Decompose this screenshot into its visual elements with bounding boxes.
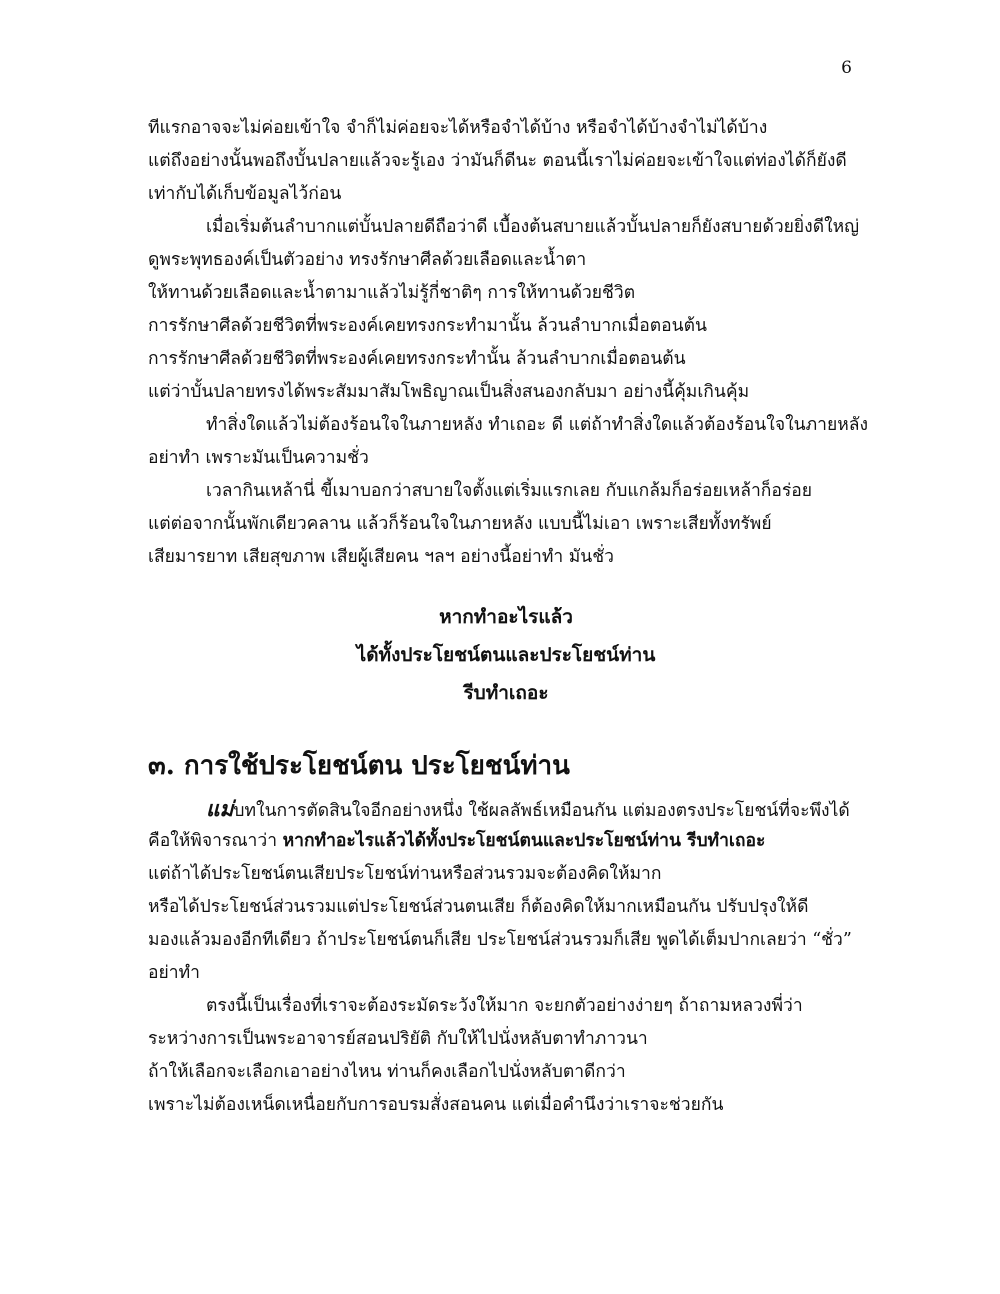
text-line: การรักษาศีลด้วยชีวิตที่พระองค์เคยทรงกระทำนั้น ล้วนลำบากเมื่อตอนต้น bbox=[148, 349, 686, 369]
text-line: อย่าทำ bbox=[148, 963, 200, 983]
paragraph-2 bbox=[148, 211, 864, 409]
paragraph-4 bbox=[148, 475, 864, 574]
paragraph-3 bbox=[148, 409, 869, 475]
dropcap: แม่ bbox=[206, 796, 234, 821]
section-heading: ๓. การใช้ประโยชน์ตน ประโยชน์ท่าน bbox=[148, 751, 570, 781]
text-line: ทีแรกอาจจะไม่ค่อยเข้าใจ จำก็ไม่ค่อยจะได้หรือจำได้บ้าง หรือจำได้บ้างจำไม่ได้บ้าง bbox=[148, 118, 768, 138]
page-number: 6 bbox=[841, 58, 852, 78]
text-line: เพราะไม่ต้องเหน็ดเหนื่อยกับการอบรมสั่งสอนคน แต่เมื่อคำนึงว่าเราจะช่วยกัน bbox=[148, 1095, 724, 1115]
text-line: การรักษาศีลด้วยชีวิตที่พระองค์เคยทรงกระทำมานั้น ล้วนลำบากเมื่อตอนต้น bbox=[148, 316, 707, 336]
text-line: อย่าทำ เพราะมันเป็นความชั่ว bbox=[148, 448, 369, 468]
quote-line: รีบทำเถอะ bbox=[463, 682, 549, 704]
text-line bbox=[148, 792, 864, 825]
text-line: แต่ถ้าได้ประโยชน์ตนเสียประโยชน์ท่านหรือส่วนรวมจะต้องคิดให้มาก bbox=[148, 864, 662, 884]
text-run: คือให้พิจารณาว่า bbox=[148, 831, 283, 851]
text-line: เมื่อเริ่มต้นลำบากแต่บั้นปลายดีถือว่าดี เบื้องต้นสบายแล้วบั้นปลายก็ยังสบายด้วยยิ่งดีใหญ่ bbox=[206, 217, 860, 237]
text-line: เสียมารยาท เสียสุขภาพ เสียผู้เสียคน ฯลฯ อย่างนี้อย่าทำ มันชั่ว bbox=[148, 547, 614, 567]
text-line: แต่ต่อจากนั้นพักเดียวคลาน แล้วก็ร้อนใจในภายหลัง แบบนี้ไม่เอา เพราะเสียทั้งทรัพย์ bbox=[148, 514, 772, 534]
text-line: เวลากินเหล้านี่ ขี้เมาบอกว่าสบายใจตั้งแต่เริ่มแรกเลย กับแกล้มก็อร่อยเหล้าก็อร่อย bbox=[206, 481, 813, 501]
text-line: มองแล้วมองอีกทีเดียว ถ้าประโยชน์ตนก็เสีย ประโยชน์ส่วนรวมก็เสีย พูดได้เต็มปากเลยว่า “ชั่ว” bbox=[148, 930, 852, 950]
centered-quote bbox=[148, 598, 864, 712]
text-line: หรือได้ประโยชน์ส่วนรวมแต่ประโยชน์ส่วนตนเสีย ก็ต้องคิดให้มากเหมือนกัน ปรับปรุงให้ดี bbox=[148, 897, 809, 917]
text-line: ถ้าให้เลือกจะเลือกเอาอย่างไหน ท่านก็คงเลือกไปนั่งหลับตาดีกว่า bbox=[148, 1062, 626, 1082]
text-line: เท่ากับได้เก็บข้อมูลไว้ก่อน bbox=[148, 184, 342, 204]
text-run: บทในการตัดสินใจอีกอย่างหนึ่ง ใช้ผลลัพธ์เหมือนกัน แต่มองตรงประโยชน์ที่จะพึงได้ bbox=[233, 801, 850, 821]
text-line: ตรงนี้เป็นเรื่องที่เราจะต้องระมัดระวังให้มาก จะยกตัวอย่างง่ายๆ ถ้าถามหลวงพี่ว่า bbox=[206, 996, 803, 1016]
bold-text-run: หากทำอะไรแล้วได้ทั้งประโยชน์ตนและประโยชน์ท่าน รีบทำเถอะ bbox=[282, 831, 766, 851]
text-line: ดูพระพุทธองค์เป็นตัวอย่าง ทรงรักษาศีลด้วยเลือดและน้ำตา bbox=[148, 250, 587, 270]
paragraph-5 bbox=[148, 792, 864, 990]
quote-line: ได้ทั้งประโยชน์ตนและประโยชน์ท่าน bbox=[356, 644, 656, 666]
paragraph-6 bbox=[148, 990, 864, 1122]
text-line: ทำสิ่งใดแล้วไม่ต้องร้อนใจในภายหลัง ทำเถอะ ดี แต่ถ้าทำสิ่งใดแล้วต้องร้อนใจในภายหลัง bbox=[206, 415, 869, 435]
text-line: ให้ทานด้วยเลือดและน้ำตามาแล้วไม่รู้กี่ชาติๆ การให้ทานด้วยชีวิต bbox=[148, 283, 636, 303]
text-line bbox=[148, 825, 864, 858]
text-line: แต่ถึงอย่างนั้นพอถึงบั้นปลายแล้วจะรู้เอง ว่ามันก็ดีนะ ตอนนี้เราไม่ค่อยจะเข้าใจแต่ท่องได้ก็ยังดี bbox=[148, 151, 847, 171]
text-line: แต่ว่าบั้นปลายทรงได้พระสัมมาสัมโพธิญาณเป็นสิ่งสนองกลับมา อย่างนี้คุ้มเกินคุ้ม bbox=[148, 382, 750, 402]
quote-line: หากทำอะไรแล้ว bbox=[439, 606, 573, 628]
paragraph-1 bbox=[148, 112, 864, 211]
text-line: ระหว่างการเป็นพระอาจารย์สอนปริยัติ กับให้ไปนั่งหลับตาทำภาวนา bbox=[148, 1029, 648, 1049]
page-body bbox=[148, 112, 869, 1122]
